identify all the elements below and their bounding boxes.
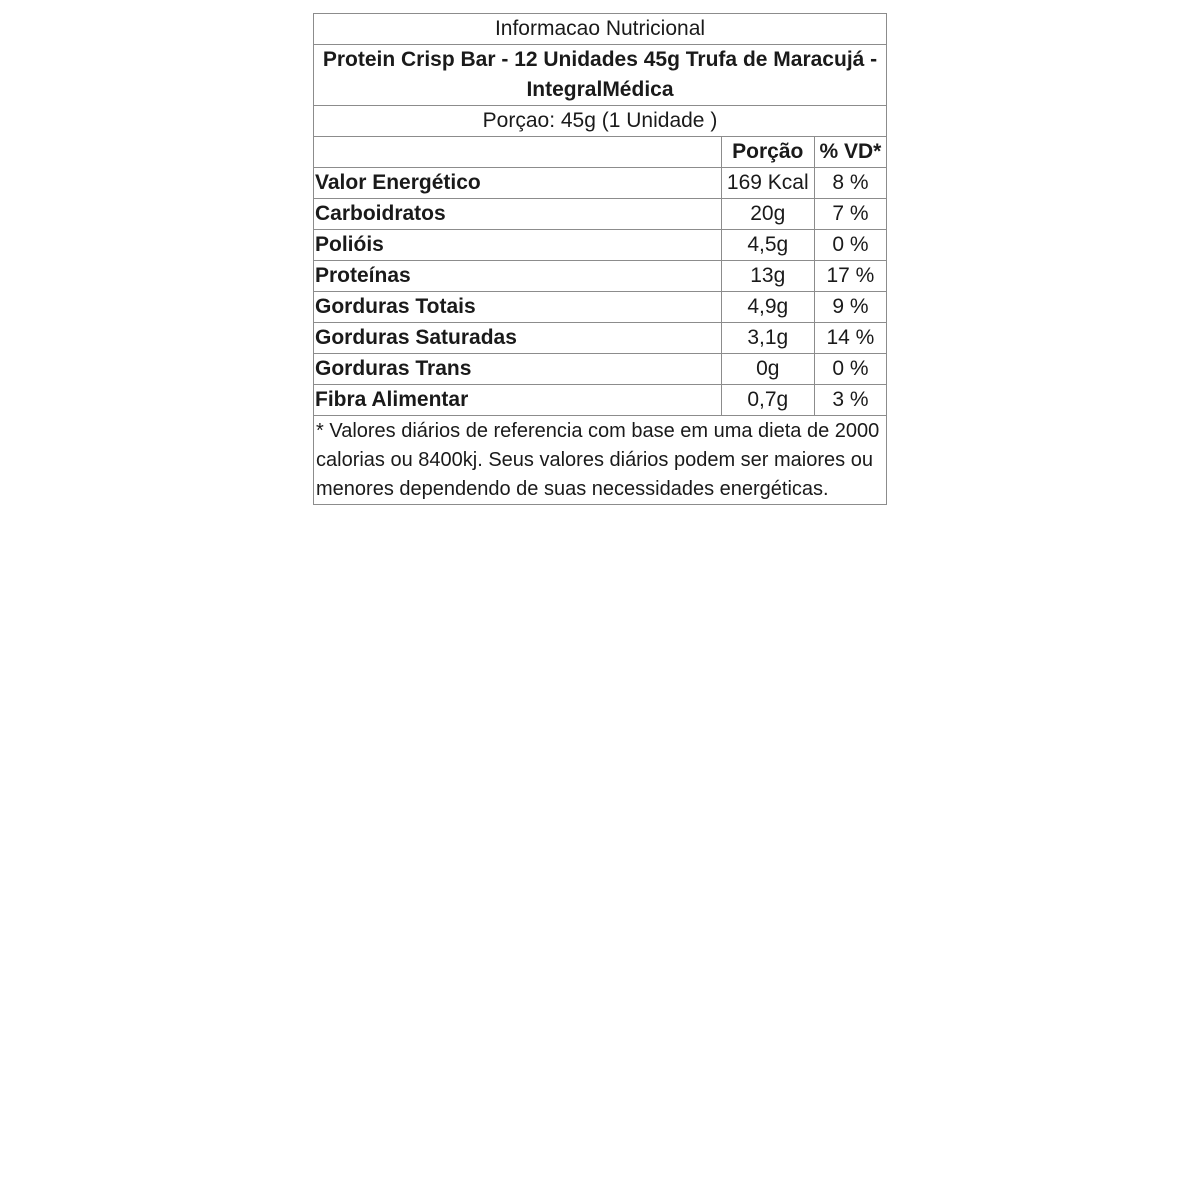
- nutrient-portion: 4,5g: [721, 230, 814, 261]
- serving-size: Porçao: 45g (1 Unidade ): [314, 106, 887, 137]
- nutrient-daily-value: 9 %: [814, 292, 886, 323]
- nutrient-portion: 20g: [721, 199, 814, 230]
- table-row: [314, 230, 887, 261]
- nutrient-label: Gorduras Saturadas: [314, 323, 722, 354]
- daily-value-column-header: % VD*: [814, 137, 886, 168]
- nutrient-daily-value: 8 %: [814, 168, 886, 199]
- table-row: [314, 385, 887, 416]
- table-row: [314, 168, 887, 199]
- nutrient-label: Gorduras Totais: [314, 292, 722, 323]
- nutrient-daily-value: 14 %: [814, 323, 886, 354]
- footnote-row: [314, 416, 887, 505]
- nutrient-daily-value: 3 %: [814, 385, 886, 416]
- nutrient-portion: 4,9g: [721, 292, 814, 323]
- portion-column-header: Porção: [721, 137, 814, 168]
- title-row: [314, 14, 887, 45]
- nutrient-label: Proteínas: [314, 261, 722, 292]
- nutrient-daily-value: 7 %: [814, 199, 886, 230]
- nutrient-daily-value: 17 %: [814, 261, 886, 292]
- table-row: [314, 261, 887, 292]
- table-row: [314, 292, 887, 323]
- nutrient-portion: 169 Kcal: [721, 168, 814, 199]
- nutrient-portion: 13g: [721, 261, 814, 292]
- nutrient-daily-value: 0 %: [814, 230, 886, 261]
- nutrient-portion: 0g: [721, 354, 814, 385]
- product-row: [314, 45, 887, 106]
- table-row: [314, 354, 887, 385]
- nutrient-label: Gorduras Trans: [314, 354, 722, 385]
- nutrient-label: Carboidratos: [314, 199, 722, 230]
- nutrition-facts-table: [313, 13, 887, 505]
- daily-value-footnote: * Valores diários de referencia com base em uma dieta de 2000 calorias ou 8400kj. Seus valores diários podem ser maiores ou menores dependendo de suas necessidades energéticas.: [314, 416, 887, 505]
- table-row: [314, 199, 887, 230]
- nutrient-portion: 0,7g: [721, 385, 814, 416]
- nutrient-portion: 3,1g: [721, 323, 814, 354]
- nutrient-label: Polióis: [314, 230, 722, 261]
- product-name: Protein Crisp Bar - 12 Unidades 45g Trufa de Maracujá - IntegralMédica: [314, 45, 887, 106]
- table-title: Informacao Nutricional: [314, 14, 887, 45]
- nutrient-label: Valor Energético: [314, 168, 722, 199]
- header-empty-cell: [314, 137, 722, 168]
- serving-row: [314, 106, 887, 137]
- nutrient-label: Fibra Alimentar: [314, 385, 722, 416]
- table-row: [314, 323, 887, 354]
- nutrient-daily-value: 0 %: [814, 354, 886, 385]
- column-header-row: [314, 137, 887, 168]
